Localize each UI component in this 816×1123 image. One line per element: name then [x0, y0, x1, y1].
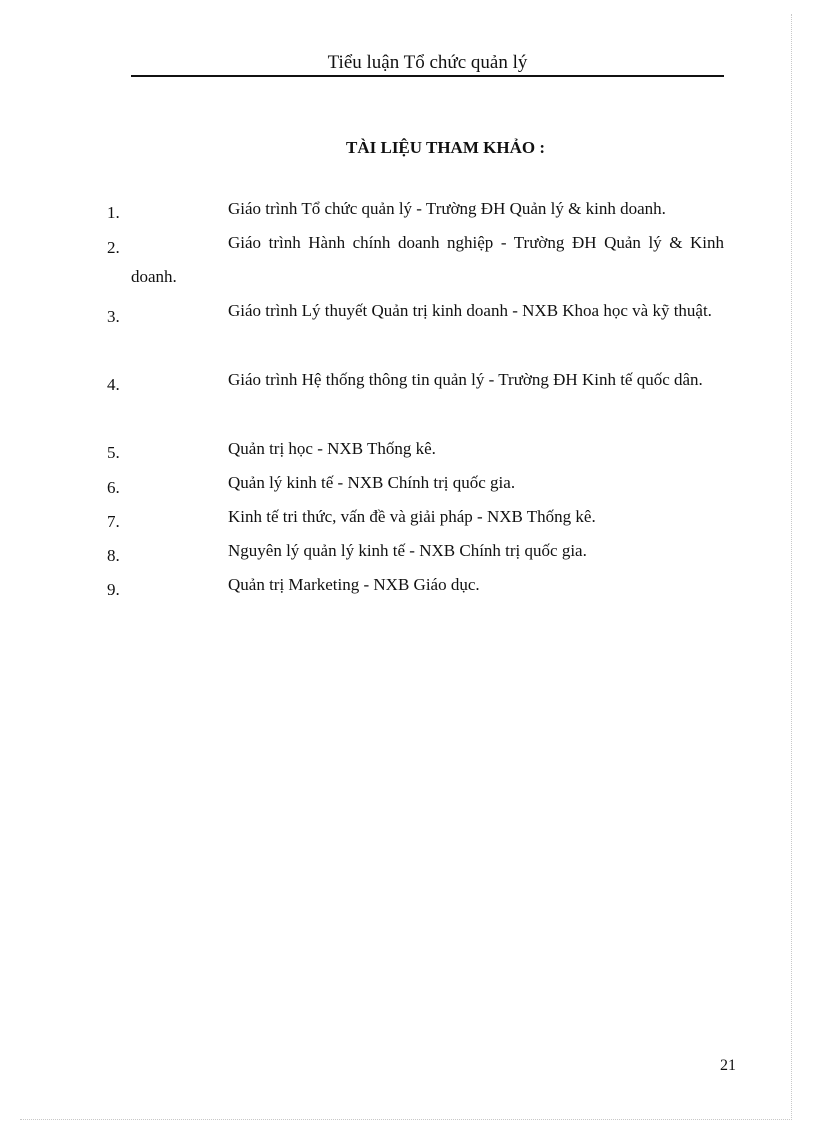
reference-text: Quản trị Marketing - NXB Giáo dục.: [228, 575, 480, 594]
reference-text: Kinh tế tri thức, vấn đề và giải pháp - NXB Thống kê.: [228, 507, 596, 526]
reference-number: 4.: [107, 375, 120, 394]
reference-text: Quản trị học - NXB Thống kê.: [228, 439, 436, 458]
page-header-title: Tiểu luận Tổ chức quản lý: [327, 52, 528, 73]
reference-number: 9.: [107, 580, 120, 599]
reference-text: Giáo trình Lý thuyết Quản trị kinh doanh - NXB Khoa học và kỹ thuật.: [228, 301, 712, 320]
reference-text: Quản lý kinh tế - NXB Chính trị quốc gia.: [228, 473, 516, 492]
reference-text: Giáo trình Hành chính doanh nghiệp - Trường ĐH Quản lý & Kinh doanh.: [131, 233, 724, 286]
reference-text: Giáo trình Hệ thống thông tin quản lý - Trường ĐH Kinh tế quốc dân.: [228, 370, 703, 389]
reference-number: 3.: [107, 307, 120, 326]
reference-number: 1.: [107, 203, 120, 222]
reference-number: 2.: [107, 238, 120, 257]
page-number: 21: [720, 1057, 736, 1074]
reference-number: 7.: [107, 512, 120, 531]
reference-number: 6.: [107, 478, 120, 497]
reference-text: Giáo trình Tổ chức quản lý - Trường ĐH Quản lý & kinh doanh.: [228, 199, 666, 218]
reference-text: Nguyên lý quản lý kinh tế - NXB Chính trị quốc gia.: [228, 541, 587, 560]
reference-number: 8.: [107, 546, 120, 565]
reference-number: 5.: [107, 443, 120, 462]
references-heading: TÀI LIỆU THAM KHẢO :: [346, 138, 545, 157]
